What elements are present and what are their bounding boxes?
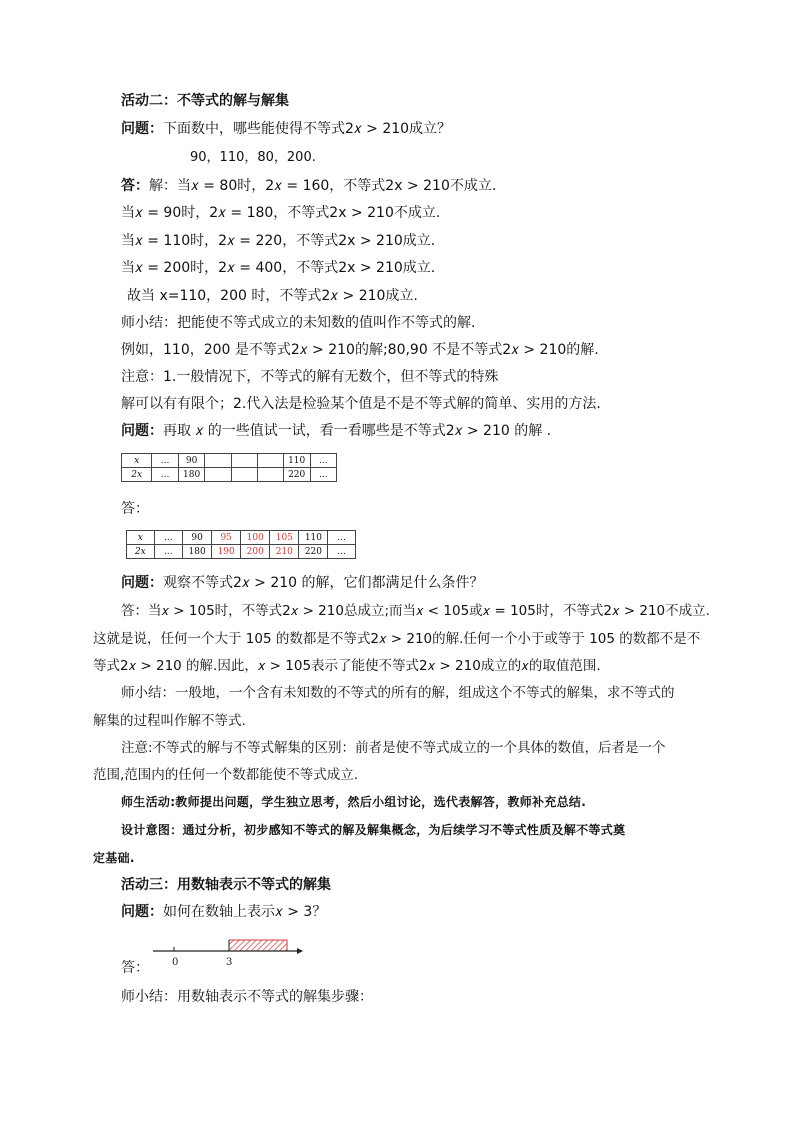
note-1-line-1: 注意：1.一般情况下，不等式的解有无数个，但不等式的特殊	[121, 369, 499, 385]
table-cell: ...	[154, 545, 182, 559]
answer-3-line-2: 这就是说，任何一个大于 105 的数都是不等式2𝑥 > 210的解.任何一个小于或等于 105 的数都不是不	[93, 631, 701, 647]
table-cell: 95	[212, 531, 241, 545]
answer-1-line-3: 当𝑥 = 110时，2𝑥 = 220，不等式2x > 210成立.	[121, 233, 436, 249]
answer-1-line-4: 当𝑥 = 200时，2𝑥 = 400，不等式2x > 210成立.	[121, 260, 436, 276]
question-text: 下面数中，哪些能使得不等式2𝑥 > 210成立？	[163, 121, 452, 137]
question-label: 问题：	[121, 423, 163, 439]
table-cell: 100	[241, 531, 270, 545]
question-1	[121, 119, 451, 139]
table-cell: ...	[152, 454, 178, 468]
example-line: 例如，110，200 是不等式2𝑥 > 210的解;80,90 不是不等式2𝑥 > 210的解.	[121, 342, 599, 358]
tick-label-zero: 0	[172, 957, 179, 968]
table-cell	[231, 454, 257, 468]
teacher-summary-2-line-1: 师小结：一般地，一个含有未知数的不等式的所有的解，组成这个不等式的解集，求不等式的	[121, 685, 675, 701]
table-cell	[205, 468, 231, 482]
answer-label: 答：	[121, 178, 149, 194]
number-line-diagram	[145, 932, 315, 972]
teacher-student-activity: 师生活动:教师提出问题，学生独立思考，然后小组讨论，选代表解答，教师补充总结.	[121, 795, 587, 809]
table-cell: 220	[299, 545, 328, 559]
table-cell: 2x	[127, 545, 155, 559]
question-4	[121, 902, 326, 922]
tick-label-three: 3	[226, 957, 233, 968]
question-text: 再取 𝑥 的一些值试一试，看一看哪些是不等式2𝑥 > 210 的解 .	[163, 423, 552, 439]
question-2	[121, 421, 551, 441]
table-cell: ...	[154, 531, 182, 545]
table-cell: ...	[328, 531, 356, 545]
table-cell	[205, 454, 231, 468]
answer-2-label: 答：	[121, 501, 149, 517]
table-cell	[257, 468, 283, 482]
answer-1-line-5: 故当 x=110，200 时，不等式2𝑥 > 210成立.	[127, 288, 418, 304]
question-label: 问题：	[121, 904, 163, 920]
table-cell: 180	[178, 468, 205, 482]
activity2-title: 活动二：不等式的解与解集	[121, 93, 289, 109]
table-cell: x	[127, 531, 155, 545]
table-cell: 110	[299, 531, 328, 545]
table-cell: ...	[310, 468, 336, 482]
table-cell: 90	[178, 454, 205, 468]
question-label: 问题：	[121, 121, 163, 137]
table-cell: 190	[212, 545, 241, 559]
table-cell: 105	[270, 531, 299, 545]
table-cell: 200	[241, 545, 270, 559]
question-3	[121, 573, 484, 593]
answer-3-line-3: 等式2𝑥 > 210 的解.因此，𝑥 > 105表示了能使不等式2𝑥 > 210成立的𝑥的取值范围.	[93, 658, 601, 674]
table-cell: 180	[183, 545, 212, 559]
note-1-line-2: 解可以有有限个；2.代入法是检验某个值是不是不等式解的简单、实用的方法.	[121, 396, 601, 412]
answer-4-label: 答：	[121, 960, 149, 976]
candidate-numbers: 90，110，80，200.	[190, 150, 316, 165]
question-text: 如何在数轴上表示𝑥 > 3？	[163, 904, 327, 920]
table-cell: ...	[310, 454, 336, 468]
answer-text: 解：当𝑥 = 80时，2𝑥 = 160，不等式2x > 210不成立.	[149, 178, 497, 194]
question-text: 观察不等式2𝑥 > 210 的解，它们都满足什么条件？	[163, 575, 484, 591]
table-row	[127, 531, 356, 545]
table-cell	[231, 468, 257, 482]
table-cell	[257, 454, 283, 468]
teacher-summary-2-line-2: 解集的过程叫作解不等式.	[93, 713, 246, 729]
table-cell: 210	[270, 545, 299, 559]
teacher-summary-1: 师小结：把能使不等式成立的未知数的值叫作不等式的解.	[121, 315, 476, 331]
table-row	[127, 545, 356, 559]
design-intent-line-2: 定基础.	[93, 851, 135, 865]
table-row	[122, 454, 337, 468]
table-cell: x	[122, 454, 152, 468]
values-table-blank	[121, 453, 337, 482]
question-label: 问题：	[121, 575, 163, 591]
table-cell: 220	[283, 468, 310, 482]
design-intent-line-1: 设计意图：通过分析，初步感知不等式的解及解集概念，为后续学习不等式性质及解不等式奠	[121, 823, 626, 837]
axis-arrow-icon	[297, 948, 303, 954]
table-cell: 110	[283, 454, 310, 468]
table-row	[122, 468, 337, 482]
solution-shading	[229, 940, 287, 951]
activity3-title: 活动三：用数轴表示不等式的解集	[121, 877, 331, 893]
table-cell: 2x	[122, 468, 152, 482]
answer-3-line-1: 答：当𝑥 > 105时，不等式2𝑥 > 210总成立;而当𝑥 < 105或𝑥 = 105时，不等式2𝑥 > 210不成立.	[121, 603, 710, 619]
table-cell: ...	[152, 468, 178, 482]
values-table-filled	[126, 530, 356, 559]
note-2-line-2: 范围,范围内的任何一个数都能使不等式成立.	[93, 767, 359, 783]
teacher-summary-3: 师小结：用数轴表示不等式的解集步骤：	[121, 989, 373, 1005]
table-cell: ...	[328, 545, 356, 559]
answer-1-line-2: 当𝑥 = 90时，2𝑥 = 180，不等式2x > 210不成立.	[121, 205, 441, 221]
note-2-line-1: 注意:不等式的解与不等式解集的区别：前者是使不等式成立的一个具体的数值，后者是一个	[121, 740, 666, 756]
answer-1-line-1	[121, 176, 496, 196]
table-cell: 90	[183, 531, 212, 545]
